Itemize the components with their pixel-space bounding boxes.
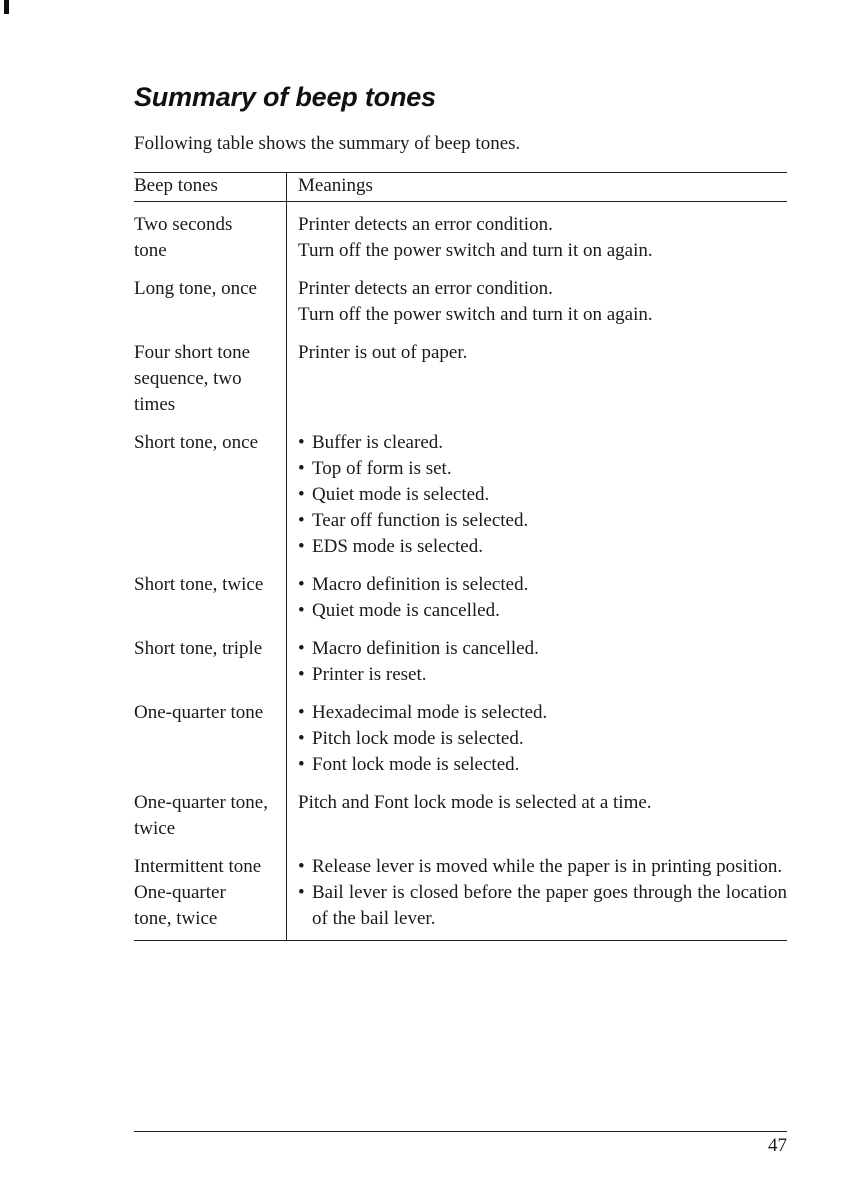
table-row [134, 790, 787, 854]
meaning-text: Printer is out of paper. [298, 342, 468, 363]
footer-rule [134, 1131, 787, 1132]
meaning-cell [287, 700, 788, 790]
table-header-row [134, 173, 787, 202]
tone-cell [134, 572, 287, 636]
bullet-item: • EDS mode is selected. [298, 534, 787, 560]
tone-text: Short tone, twice [134, 574, 264, 595]
tone-cell [134, 202, 287, 277]
page-title: Summary of beep tones [134, 82, 436, 112]
header-beep-tones: Beep tones [134, 173, 287, 202]
tone-cell [134, 854, 287, 941]
tone-text: twice [134, 818, 176, 839]
tone-cell [134, 430, 287, 572]
table-row [134, 572, 787, 636]
tone-text: Two seconds [134, 214, 233, 235]
page-number: 47 [768, 1135, 787, 1156]
meaning-cell [287, 340, 788, 430]
tone-text: tone, twice [134, 908, 218, 929]
bullet-item: • Buffer is cleared. [298, 430, 787, 456]
bullet-item: • Printer is reset. [298, 662, 787, 688]
bullet-item: • Top of form is set. [298, 456, 787, 482]
table-row [134, 636, 787, 700]
tone-text: Long tone, once [134, 278, 257, 299]
tone-text: Short tone, triple [134, 638, 263, 659]
tone-text: One-quarter tone [134, 702, 264, 723]
bullet-item: • Macro definition is selected. [298, 572, 787, 598]
table-row [134, 276, 787, 340]
meaning-cell [287, 636, 788, 700]
intro-text: Following table shows the summary of beep tones. [134, 133, 521, 154]
meaning-text: Printer detects an error condition. [298, 214, 553, 235]
tone-text: One-quarter [134, 882, 226, 903]
bullet-item: • Font lock mode is selected. [298, 752, 787, 778]
table-row [134, 700, 787, 790]
beep-tones-table [134, 172, 787, 941]
bullet-item: • Pitch lock mode is selected. [298, 726, 787, 752]
tone-text: sequence, two [134, 368, 242, 389]
bullet-item: • Macro definition is cancelled. [298, 636, 787, 662]
bullet-item: • Bail lever is closed before the paper goes through the location of the bail lever. [298, 880, 787, 932]
table-row [134, 430, 787, 572]
meaning-cell [287, 430, 788, 572]
page-edge-mark [4, 0, 9, 14]
bullet-item: • Tear off function is selected. [298, 508, 787, 534]
table-row [134, 202, 787, 277]
tone-text: Four short tone [134, 342, 251, 363]
meaning-cell [287, 572, 788, 636]
tone-cell [134, 636, 287, 700]
tone-text: times [134, 394, 176, 415]
tone-cell [134, 340, 287, 430]
bullet-item: • Quiet mode is selected. [298, 482, 787, 508]
table-row [134, 854, 787, 941]
meaning-text: Printer detects an error condition. [298, 278, 553, 299]
meaning-text: Turn off the power switch and turn it on again. [298, 304, 653, 325]
meaning-text: Turn off the power switch and turn it on again. [298, 240, 653, 261]
table-row [134, 340, 787, 430]
meaning-cell [287, 276, 788, 340]
tone-cell [134, 276, 287, 340]
bullet-item: • Quiet mode is cancelled. [298, 598, 787, 624]
meaning-cell [287, 202, 788, 277]
tone-cell [134, 700, 287, 790]
meaning-cell [287, 854, 788, 941]
tone-text: Short tone, once [134, 432, 259, 453]
tone-cell [134, 790, 287, 854]
meaning-cell [287, 790, 788, 854]
tone-text: tone [134, 240, 167, 261]
tone-text: Intermittent tone [134, 856, 262, 877]
bullet-item: • Hexadecimal mode is selected. [298, 700, 787, 726]
header-meanings: Meanings [287, 173, 788, 202]
bullet-item: • Release lever is moved while the paper is in printing position. [298, 854, 787, 880]
tone-text: One-quarter tone, [134, 792, 268, 813]
meaning-text: Pitch and Font lock mode is selected at a time. [298, 792, 652, 813]
